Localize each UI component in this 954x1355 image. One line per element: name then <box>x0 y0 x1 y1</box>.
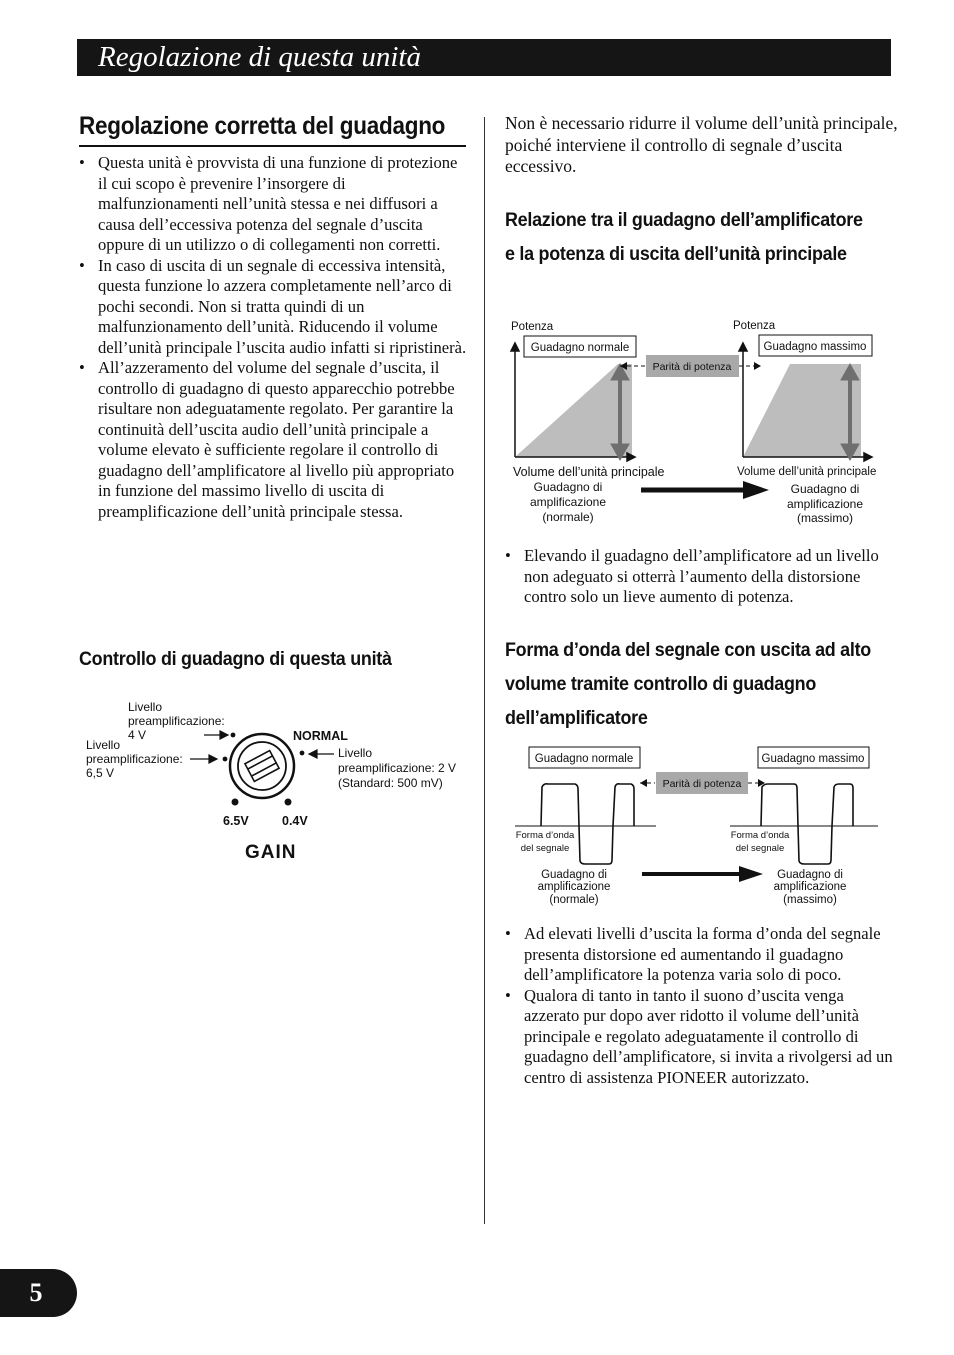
x-axis-label-right: Volume dell’unità principale <box>737 466 877 478</box>
section-title-gain: Regolazione corretta del guadagno <box>79 112 446 140</box>
label-2v-line1: Livello <box>338 746 373 760</box>
x-axis-label-left: Volume dell’unità principale <box>513 465 665 479</box>
column-divider <box>484 117 485 1224</box>
page-number: 5 <box>29 1278 43 1307</box>
waveform-bullet-list <box>505 924 897 1088</box>
label-2v-line3: (Standard: 500 mV) <box>338 776 443 790</box>
subsection-title-relation: Relazione tra il guadagno dell’amplificatore e la potenza di uscita dell’unità principale <box>505 209 863 265</box>
label-4v-line3: 4 V <box>128 728 147 742</box>
tick-65v <box>223 757 228 762</box>
y-axis-label-left: Potenza <box>511 321 554 333</box>
title-underline <box>79 145 466 147</box>
bullet-mark: • <box>79 255 85 275</box>
knob-label-min: 6.5V <box>223 814 249 828</box>
gain-max-line3: (massimo) <box>783 894 837 906</box>
box-normal-gain-label: Guadagno normale <box>534 753 634 765</box>
y-axis-label-right: Potenza <box>733 320 776 332</box>
label-4v-line2: preamplificazione: <box>128 714 225 728</box>
bullet-mark: • <box>505 924 511 943</box>
page-header-title: Regolazione di questa unità <box>98 41 421 73</box>
gain-increase-arrow <box>642 866 763 882</box>
knob-label-normal: NORMAL <box>293 729 348 743</box>
parity-label: Parità di potenza <box>652 361 732 373</box>
gain-max-line1: Guadagno di <box>777 869 843 881</box>
gain-max-line1: Guadagno di <box>790 482 860 496</box>
list-item: • All’azzeramento del volume del segnale d’uscita, il controllo di guadagno di questo apparecchio potrebbe risultare non adeguatamente regolato. Per garantire la continuità dell’uscita audio dell’unità principale a volume elevato è sufficiente regolare il controllo di guadagno dell’amplificatore al livello più appropriato in funzione del massimo livello di uscita di preamplificazione dell’unità principale stessa. <box>79 358 455 521</box>
gain-knob[interactable] <box>230 734 294 798</box>
gain-knob-diagram <box>80 695 480 870</box>
tick-min <box>232 799 239 806</box>
list-item: • Qualora di tanto in tanto il suono d’uscita venga azzerato pur dopo aver ridotto il volume dell’unità principale e regolato adeguatamente il controllo di guadagno dell’amplificatore, si invita a rivolgersi ad un centro di assistenza PIONEER autorizzato. <box>505 985 893 1087</box>
list-item: • Ad elevati livelli d’uscita la forma d’onda del segnale presenta distorsione ed aumentando il guadagno dell’amplificatore la potenza varia solo di poco. <box>505 924 881 984</box>
box-max-gain-label: Guadagno massimo <box>761 753 865 765</box>
list-item: • In caso di uscita di un segnale di eccessiva intensità, questa funzione lo azzera completamente nell’arco di pochi secondi. Non si tratta quindi di un malfunzionamento dell’unità. Riducendo il volume dell’unità principale l’uscita audio infatti si ripristinerà. <box>79 255 467 357</box>
tick-max <box>285 799 292 806</box>
subsection-title-gain-control: Controllo di guadagno di questa unità <box>79 648 392 670</box>
label-65v-line2: preamplificazione: <box>86 752 183 766</box>
list-item: • Elevando il guadagno dell’amplificatore ad un livello non adeguato si otterrà l’aumento della distorsione contro solo un lieve aumento di potenza. <box>505 546 879 606</box>
wave-label-normal-line2: del segnale <box>520 843 570 854</box>
box-normal-gain-label: Guadagno normale <box>530 342 630 354</box>
gain-normal-line1: Guadagno di <box>541 869 607 881</box>
bullet-mark: • <box>505 985 511 1005</box>
subsection-title-waveform: Forma d’onda del segnale con uscita ad alto volume tramite controllo di guadagno dell’amplificatore <box>505 639 871 729</box>
wave-label-max-line1: Forma d’onda <box>730 830 790 841</box>
label-65v-line3: 6,5 V <box>86 766 115 780</box>
gain-power-relation-diagram <box>505 312 900 530</box>
list-item: • Questa unità è provvista di una funzione di protezione il cui scopo è prevenire l’insorgere di malfunzionamenti nell’unità stessa e nei diffusori a causa dell’eccessiva potenza del segnale d’uscita oppure di un utilizzo o di collegamenti non corretti. <box>79 153 458 254</box>
label-2v-line2: preamplificazione: 2 V <box>338 761 457 775</box>
relation-bullet-list <box>505 546 897 608</box>
tick-4v <box>231 733 236 738</box>
gain-normal-line2: amplificazione <box>529 495 607 509</box>
gain-max-line2: amplificazione <box>786 497 864 511</box>
waveform-diagram <box>505 743 900 910</box>
gain-bullet-list <box>79 153 469 522</box>
bullet-mark: • <box>79 358 85 377</box>
gain-max-line2: amplificazione <box>773 881 847 893</box>
wave-label-normal-line1: Forma d’onda <box>515 830 575 841</box>
gain-normal-line3: (normale) <box>542 510 594 524</box>
tick-2v <box>300 751 305 756</box>
gain-max-line3: (massimo) <box>797 511 853 525</box>
gain-normal-line1: Guadagno di <box>533 480 603 494</box>
gain-increase-arrow <box>641 481 769 499</box>
label-65v-line1: Livello <box>86 738 121 752</box>
knob-label-max: 0.4V <box>282 814 308 828</box>
knob-label-gain: GAIN <box>245 842 297 863</box>
wave-label-max-line2: del segnale <box>735 843 785 854</box>
gain-normal-line2: amplificazione <box>537 881 611 893</box>
gain-normal-line3: (normale) <box>549 894 599 906</box>
parity-label: Parità di potenza <box>662 778 742 790</box>
box-max-gain-label: Guadagno massimo <box>763 341 867 353</box>
bullet-mark: • <box>505 546 511 565</box>
intro-paragraph: Non è necessario ridurre il volume dell’unità principale, poiché interviene il controllo di segnale d’uscita eccessivo. <box>505 113 898 176</box>
label-4v-line1: Livello <box>128 700 163 714</box>
bullet-mark: • <box>79 153 85 172</box>
